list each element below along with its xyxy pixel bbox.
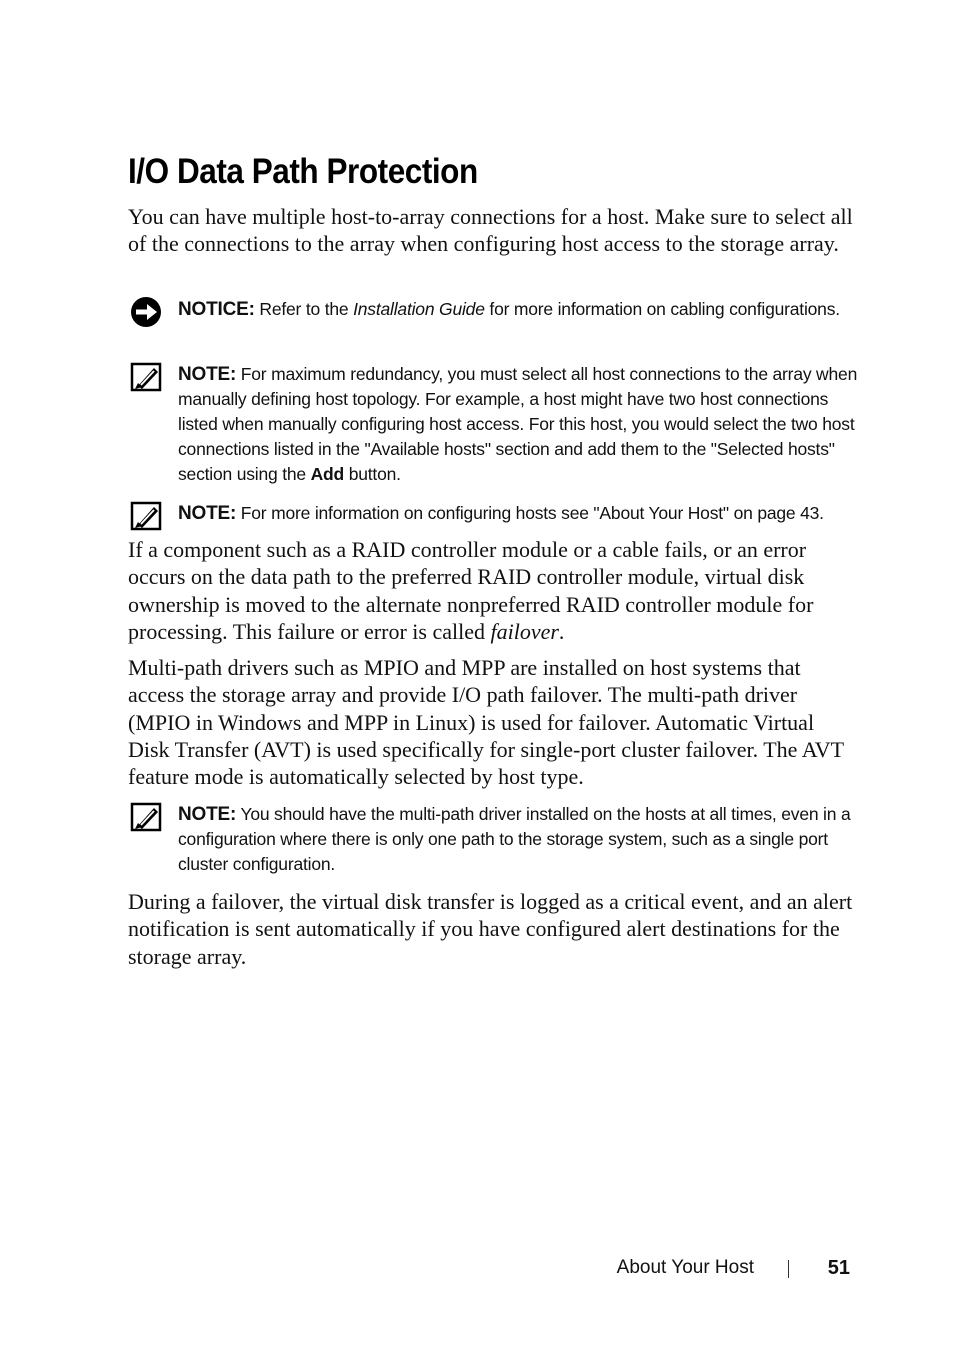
note-label: NOTE:	[178, 364, 237, 385]
footer-divider	[788, 1260, 789, 1278]
notice-emphasis: Installation Guide	[353, 299, 485, 319]
page-title: I/O Data Path Protection	[128, 152, 478, 191]
note-text: For more information on configuring hosts see "About Your Host" on page 43.	[240, 503, 824, 523]
note-pencil-icon	[130, 802, 164, 832]
footer-section-title: About Your Host	[616, 1257, 754, 1278]
notice-callout	[130, 297, 860, 322]
alert-paragraph: During a failover, the virtual disk transfer is logged as a critical event, and an alert notification is sent automatically if you have configured alert destinations for the storage array.	[128, 889, 853, 969]
failover-term: failover	[490, 618, 559, 644]
note-callout-redundancy	[130, 362, 860, 487]
note-text-multipath	[178, 802, 860, 877]
notice-text-after: for more information on cabling configurations.	[489, 299, 840, 319]
multipath-paragraph: Multi-path drivers such as MPIO and MPP are installed on host systems that access the storage array and provide I/O path failover. The multi-path driver (MPIO in Windows and MPP in Linux) is used for failover. Automatic Virtual Disk Transfer (AVT) is used specifically for single-port cluster failover. The AVT feature mode is automatically selected by host type.	[128, 655, 844, 790]
failover-end: .	[558, 618, 565, 644]
add-button-reference: Add	[310, 464, 345, 484]
note-text: You should have the multi-path driver installed on the hosts at all times, even in a configuration where there is only one path to the storage system, such as a single port cluster configuration.	[178, 804, 851, 874]
note-callout-hosts	[130, 501, 860, 526]
note-label: NOTE:	[178, 804, 237, 825]
page-number: 51	[827, 1257, 850, 1279]
intro-paragraph: You can have multiple host-to-array connections for a host. Make sure to select all of the connections to the array when configuring host access to the storage array.	[128, 204, 853, 257]
note-text-hosts	[178, 501, 860, 526]
note-text-redundancy	[178, 362, 860, 487]
note-text-before: For maximum redundancy, you must select all host connections to the array when manually defining host topology. For example, a host might have two host connections listed when manually configuring host access. For this host, you would select the two host connections listed in the "Available hosts" section and add them to the "Selected hosts" section using the	[178, 364, 858, 484]
note-pencil-icon	[130, 362, 164, 392]
note-text-after: button.	[348, 464, 401, 484]
notice-text	[178, 297, 860, 322]
note-label: NOTE:	[178, 503, 237, 524]
note-pencil-icon	[130, 501, 164, 531]
note-callout-multipath	[130, 802, 860, 877]
notice-arrow-icon	[130, 297, 164, 327]
failover-text: If a component such as a RAID controller module or a cable fails, or an error occurs on the data path to the preferred RAID controller module, virtual disk ownership is moved to the alternate nonpreferred RAID controller module for processing. This failure or error is called	[128, 537, 814, 644]
failover-paragraph	[128, 536, 858, 645]
notice-label: NOTICE:	[178, 299, 255, 320]
notice-text-before: Refer to the	[259, 299, 349, 319]
